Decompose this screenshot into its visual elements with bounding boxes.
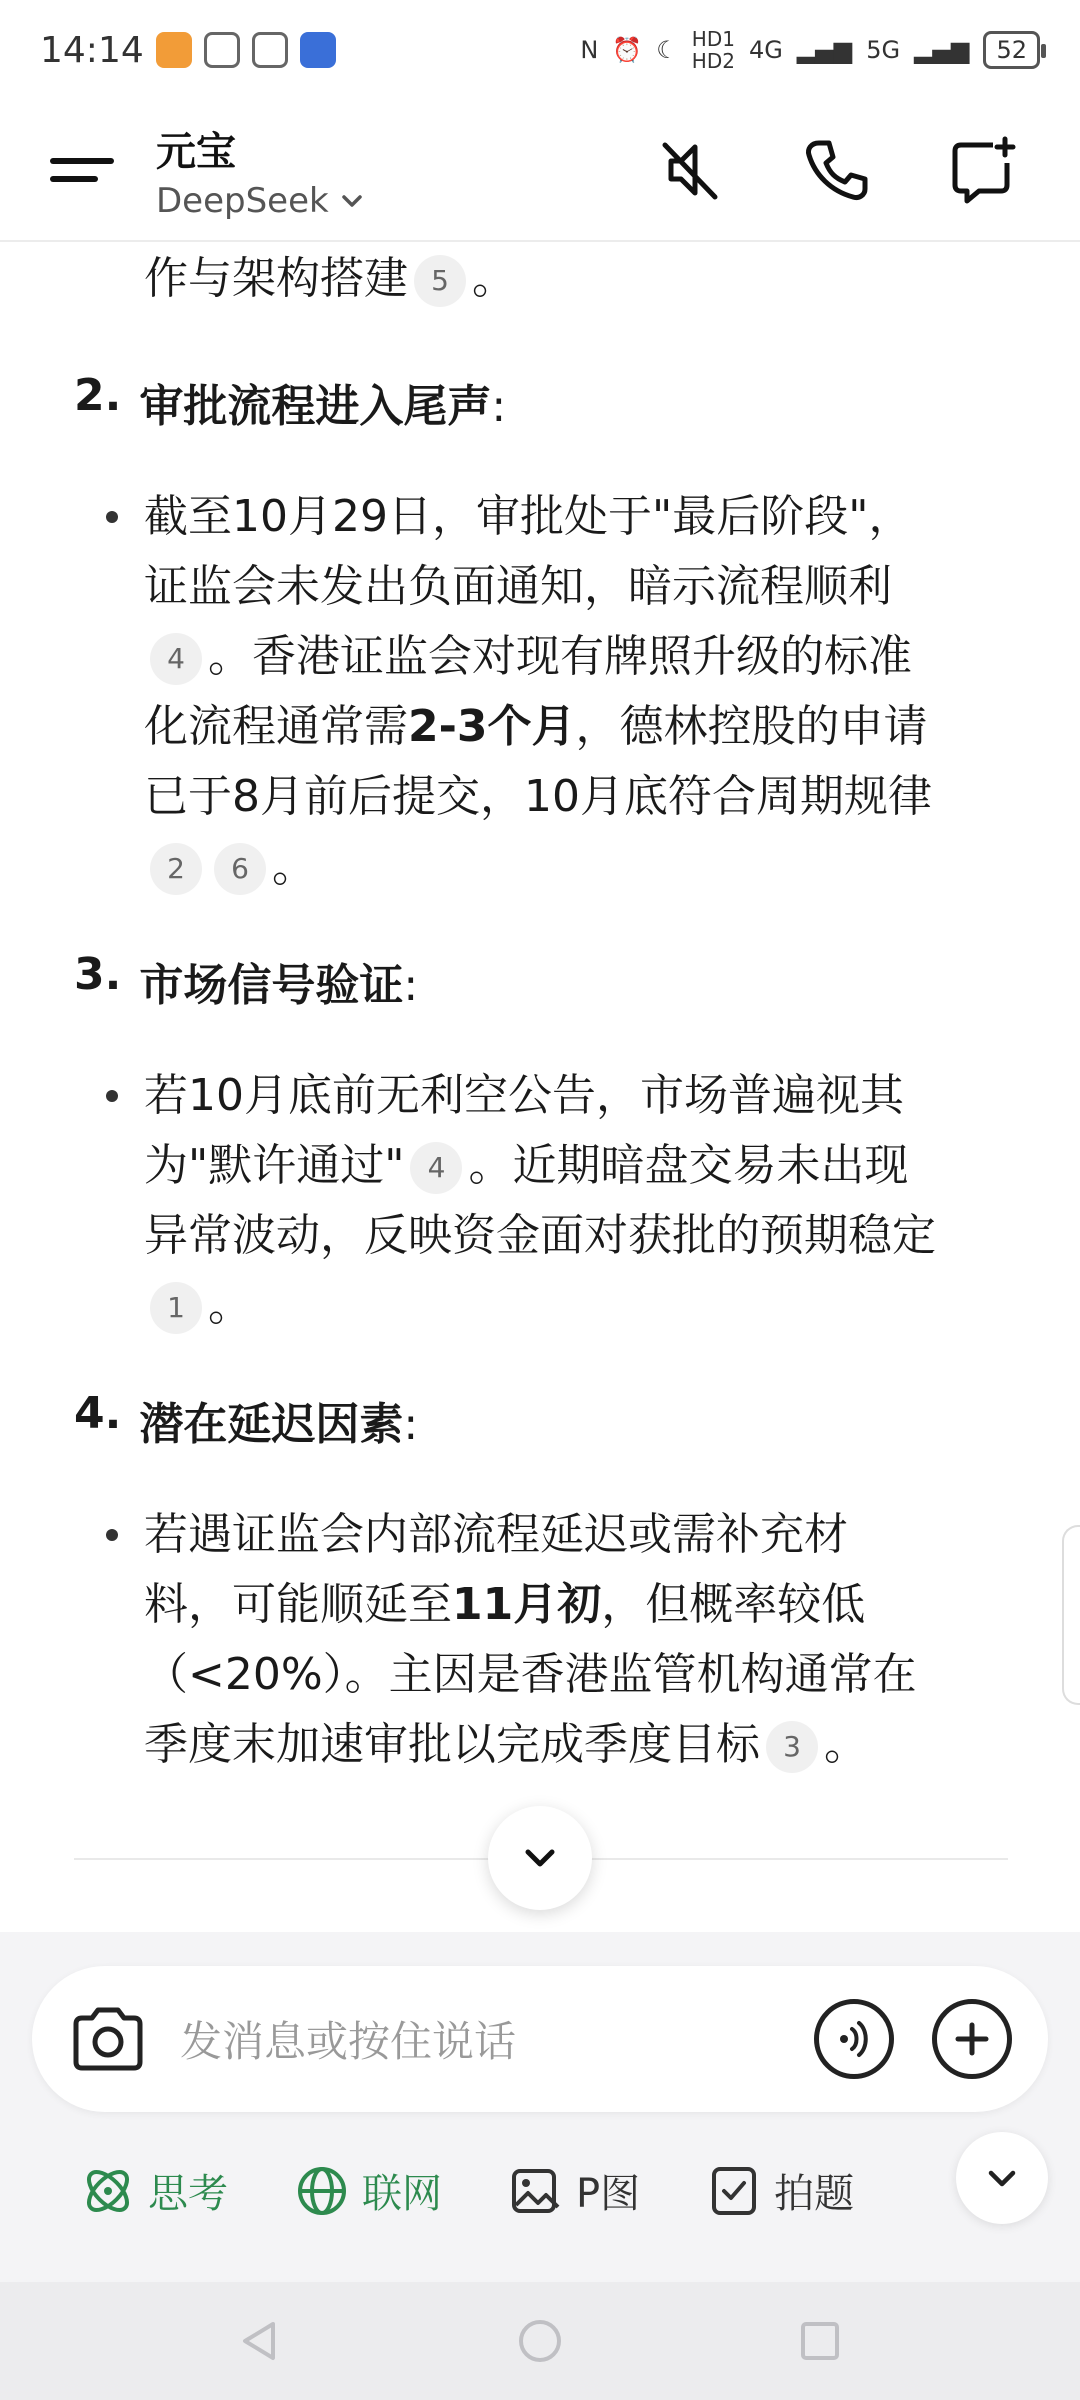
tool-scan-question[interactable] [706,2162,854,2219]
tool-row [80,2162,854,2219]
network-5g-label: 5G [866,36,901,64]
speaker-off-icon [655,135,725,205]
app-notification-icon [300,32,336,68]
section-heading: 3. 市场信号验证: [74,949,419,1011]
image-edit-icon [508,2163,564,2219]
bullet-dot [106,511,118,523]
back-icon[interactable] [235,2316,285,2366]
citation-badge[interactable]: 6 [214,843,266,895]
chat-content [0,242,1080,1932]
chevron-down-icon [982,2158,1022,2198]
composer-area [0,1932,1080,2282]
tool-web-search[interactable] [294,2162,442,2219]
model-selector[interactable] [156,181,365,221]
phone-icon [801,135,871,205]
add-attachment-button[interactable] [932,1999,1012,2079]
app-notification-icon [156,32,192,68]
scan-question-icon [706,2163,762,2219]
tool-think[interactable] [80,2162,228,2219]
section-heading: 2. 审批流程进入尾声: [74,370,507,432]
mute-speaker-button[interactable] [652,132,728,208]
app-notification-icon [204,32,240,68]
chevron-down-icon [339,188,365,214]
citation-badge[interactable]: 4 [150,633,202,685]
more-tools-button[interactable] [956,2132,1048,2224]
signal-icon: ▂▄▆ [914,36,970,64]
nfc-icon: Ν [580,36,599,64]
voice-button[interactable] [814,1999,894,2079]
bullet-dot [106,1090,118,1102]
message-input-bar[interactable] [32,1966,1048,2112]
bullet-dot [106,1529,118,1541]
signal-icon: ▂▄▆ [796,36,853,64]
alarm-icon: ⏰ [612,36,643,64]
tool-label: P图 [576,2171,641,2217]
plus-icon [952,2019,992,2059]
tool-label: 联网 [362,2171,442,2217]
tool-label: 拍题 [774,2171,855,2217]
app-notification-icon [252,32,288,68]
title-block[interactable] [156,120,365,221]
bullet-paragraph: 若10月底前无利空公告，市场普遍视其 为"默许通过" 4 。近期暗盘交易未出现 异常波动，反映资金面对获批的预期稳定 1 。 [144,1061,1024,1341]
voice-wave-icon [832,2017,876,2061]
hd-label: HD1 HD2 [691,27,735,73]
app-header [0,100,1080,242]
new-chat-icon [947,135,1017,205]
side-edge-handle[interactable] [1062,1525,1080,1705]
tool-image-edit[interactable] [508,2162,640,2219]
globe-icon [294,2163,350,2219]
model-name: DeepSeek [156,180,329,221]
battery-indicator: 52 [983,31,1040,69]
citation-badge[interactable]: 1 [150,1282,202,1334]
scroll-to-bottom-button[interactable] [488,1806,592,1910]
camera-icon[interactable] [68,2004,148,2074]
call-button[interactable] [798,132,874,208]
answer-fragment: 作与架构搭建 5 。 [144,244,1024,314]
citation-badge[interactable]: 5 [414,255,466,307]
new-chat-button[interactable] [944,132,1020,208]
bullet-paragraph: 截至10月29日，审批处于"最后阶段"， 证监会未发出负面通知，暗示流程顺利 4 。香港证监会对现有牌照升级的标准 化流程通常需2-3个月，德林控股的申请 已于8月前后提交，10月底符合周期规律 2 6 。 [144,482,1024,902]
system-nav-bar [0,2282,1080,2400]
section-heading: 4. 潜在延迟因素: [74,1388,419,1450]
menu-icon[interactable] [50,146,114,194]
status-right [580,28,1040,72]
citation-badge[interactable]: 3 [766,1721,818,1773]
moon-icon: ☾ [656,36,678,64]
status-time: 14:14 [40,29,144,71]
bullet-paragraph: 若遇证监会内部流程延迟或需补充材 料，可能顺延至11月初，但概率较低 （<20%）。主因是香港监管机构通常在 季度末加速审批以完成季度目标 3 。 [144,1500,1024,1780]
home-icon[interactable] [515,2316,565,2366]
chevron-down-icon [518,1836,562,1880]
status-bar [0,0,1080,100]
citation-badge[interactable]: 2 [150,843,202,895]
app-title: 元宝 [156,128,236,175]
notification-icons [156,32,336,68]
message-input-placeholder[interactable]: 发消息或按住说话 [180,2017,517,2066]
recents-icon[interactable] [795,2316,845,2366]
network-4g-label: 4G [748,36,783,64]
think-icon [80,2163,136,2219]
citation-badge[interactable]: 4 [410,1142,462,1194]
tool-label: 思考 [148,2171,228,2217]
